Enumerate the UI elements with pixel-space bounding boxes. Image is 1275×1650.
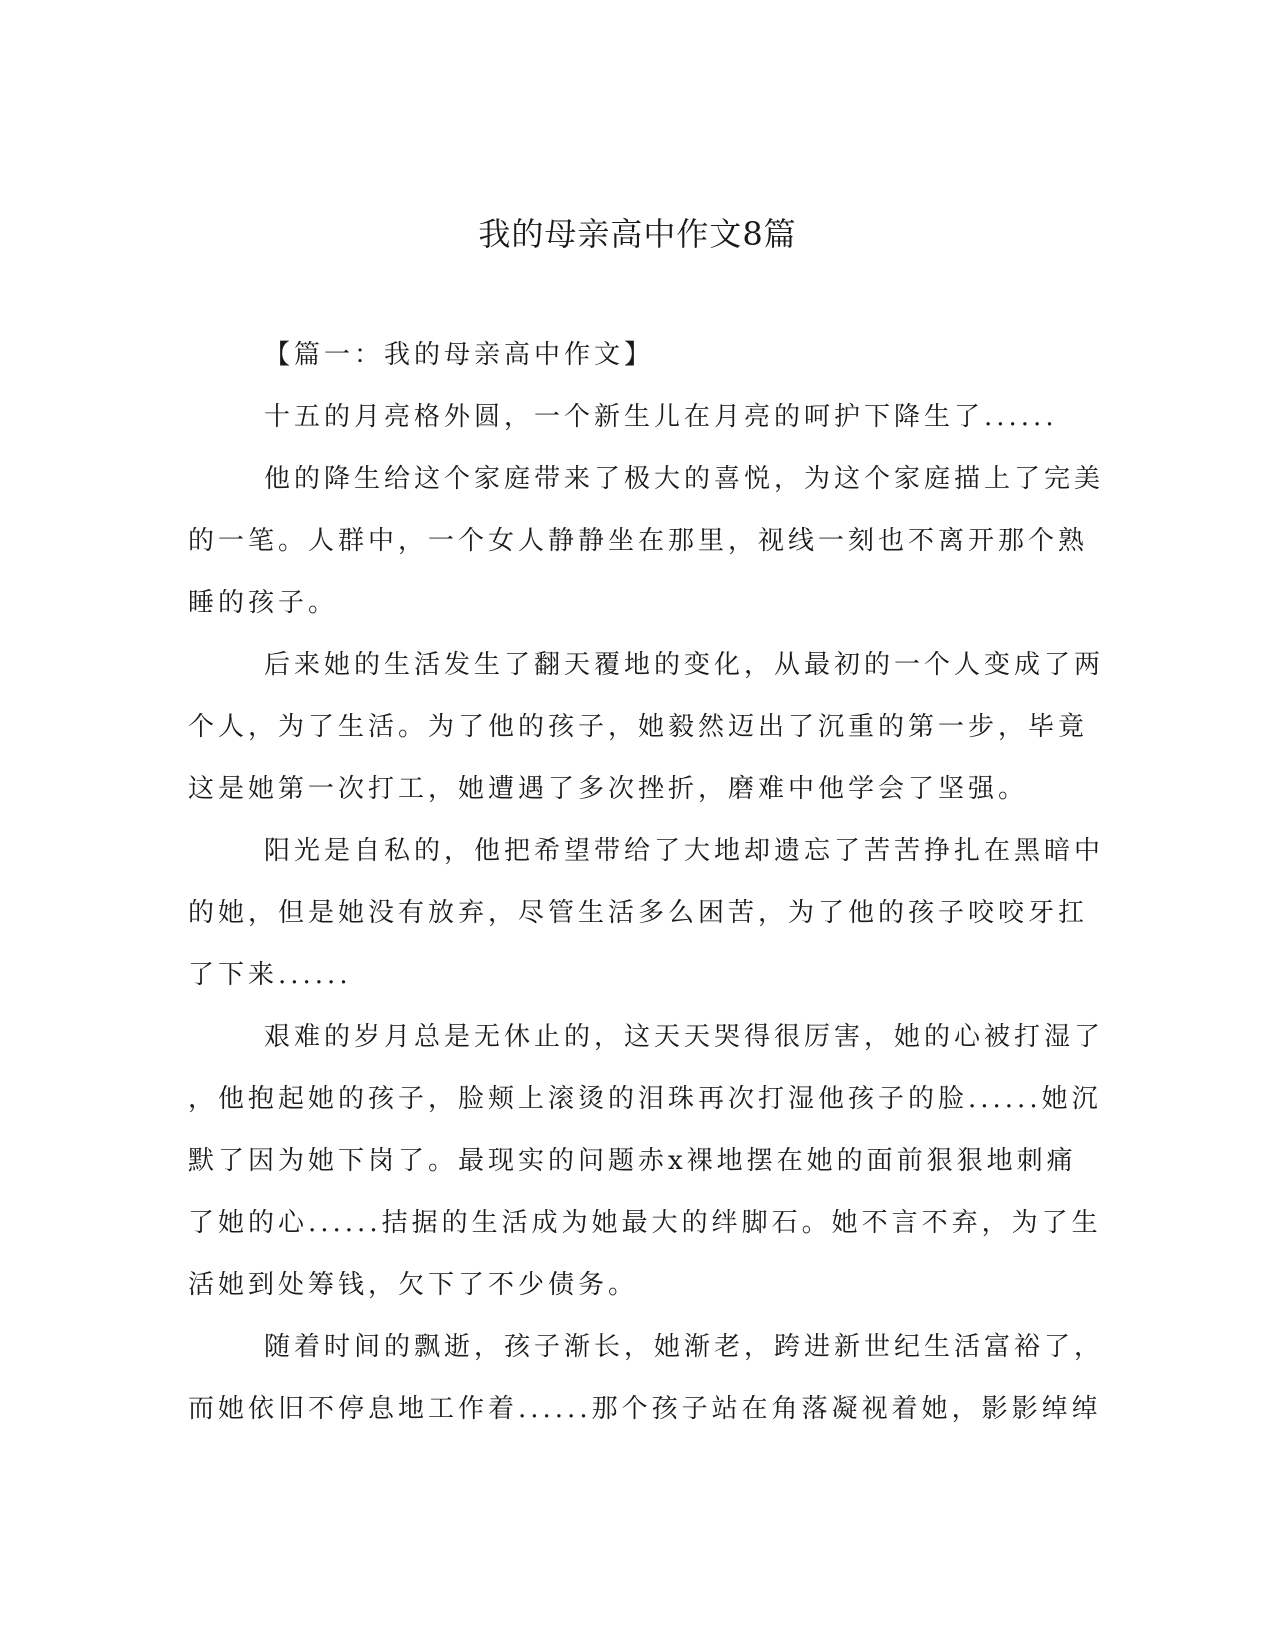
document-title: 我的母亲高中作文8篇	[478, 215, 797, 253]
section-heading: 【篇一：我的母亲高中作文】	[264, 340, 655, 370]
body-line: 他的降生给这个家庭带来了极大的喜悦，为这个家庭描上了完美	[264, 464, 1105, 494]
body-line: 后来她的生活发生了翻天覆地的变化，从最初的一个人变成了两	[264, 650, 1105, 680]
body-line: 十五的月亮格外圆，一个新生儿在月亮的呵护下降生了......	[264, 402, 1058, 432]
body-line: 阳光是自私的，他把希望带给了大地却遗忘了苦苦挣扎在黑暗中	[264, 836, 1105, 866]
document-body	[188, 324, 1105, 1440]
body-line: 睡的孩子。	[188, 588, 339, 618]
body-line: 而她依旧不停息地工作着......那个孩子站在角落凝视着她，影影绰绰	[188, 1394, 1102, 1424]
body-line: 的一笔。人群中，一个女人静静坐在那里，视线一刻也不离开那个熟	[188, 526, 1089, 556]
body-line: 了下来......	[188, 960, 352, 990]
body-line: 这是她第一次打工，她遭遇了多次挫折，磨难中他学会了坚强。	[188, 774, 1029, 804]
body-line: 了她的心......拮据的生活成为她最大的绊脚石。她不言不弃，为了生	[188, 1208, 1102, 1238]
body-line: 艰难的岁月总是无休止的，这天天哭得很厉害，她的心被打湿了	[264, 1022, 1105, 1052]
body-line: 的她，但是她没有放弃，尽管生活多么困苦，为了他的孩子咬咬牙扛	[188, 898, 1089, 928]
body-line: ，他抱起她的孩子，脸颊上滚烫的泪珠再次打湿他孩子的脸......她沉	[188, 1084, 1102, 1114]
body-line: 随着时间的飘逝，孩子渐长，她渐老，跨进新世纪生活富裕了，	[264, 1332, 1105, 1362]
body-line: 默了因为她下岗了。最现实的问题赤x裸地摆在她的面前狠狠地刺痛	[188, 1146, 1077, 1176]
body-line: 个人，为了生活。为了他的孩子，她毅然迈出了沉重的第一步，毕竟	[188, 712, 1089, 742]
body-line: 活她到处筹钱，欠下了不少债务。	[188, 1270, 639, 1300]
